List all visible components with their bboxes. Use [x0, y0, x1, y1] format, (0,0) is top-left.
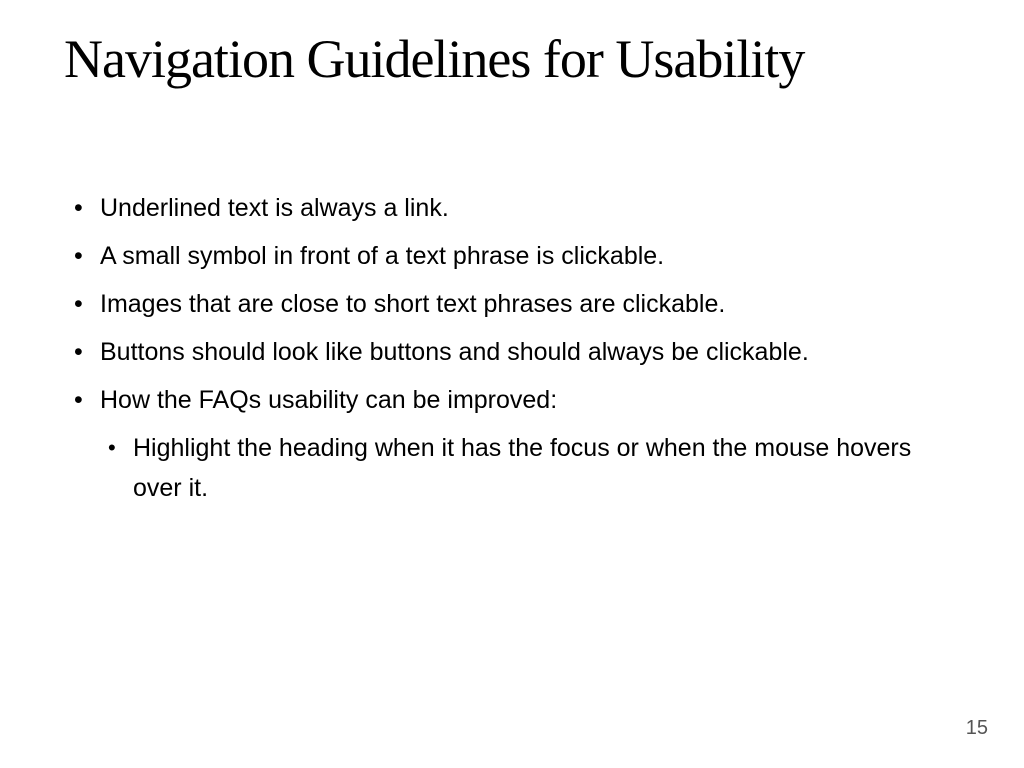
bullet-text: • Buttons should look like buttons and should always be clickable.	[100, 338, 809, 366]
bullet-item	[74, 284, 954, 324]
bullet-text: • A small symbol in front of a text phrase is clickable.	[100, 242, 665, 270]
bullet-text: • Images that are close to short text phrases are clickable.	[100, 290, 726, 318]
slide-number: 15	[965, 717, 988, 739]
sub-bullet-text: • Highlight the heading when it has the focus or when the mouse hovers over it.	[133, 434, 912, 502]
bullet-text: • How the FAQs usability can be improved:	[100, 386, 558, 414]
bullet-list	[74, 188, 954, 516]
bullet-item	[74, 332, 954, 372]
bullet-item	[74, 188, 954, 228]
slide-title: Navigation Guidelines for Usability	[64, 29, 805, 89]
bullet-item	[74, 380, 954, 420]
bullet-item	[74, 236, 954, 276]
sub-bullet-item	[108, 428, 954, 508]
bullet-text: • Underlined text is always a link.	[100, 194, 449, 222]
